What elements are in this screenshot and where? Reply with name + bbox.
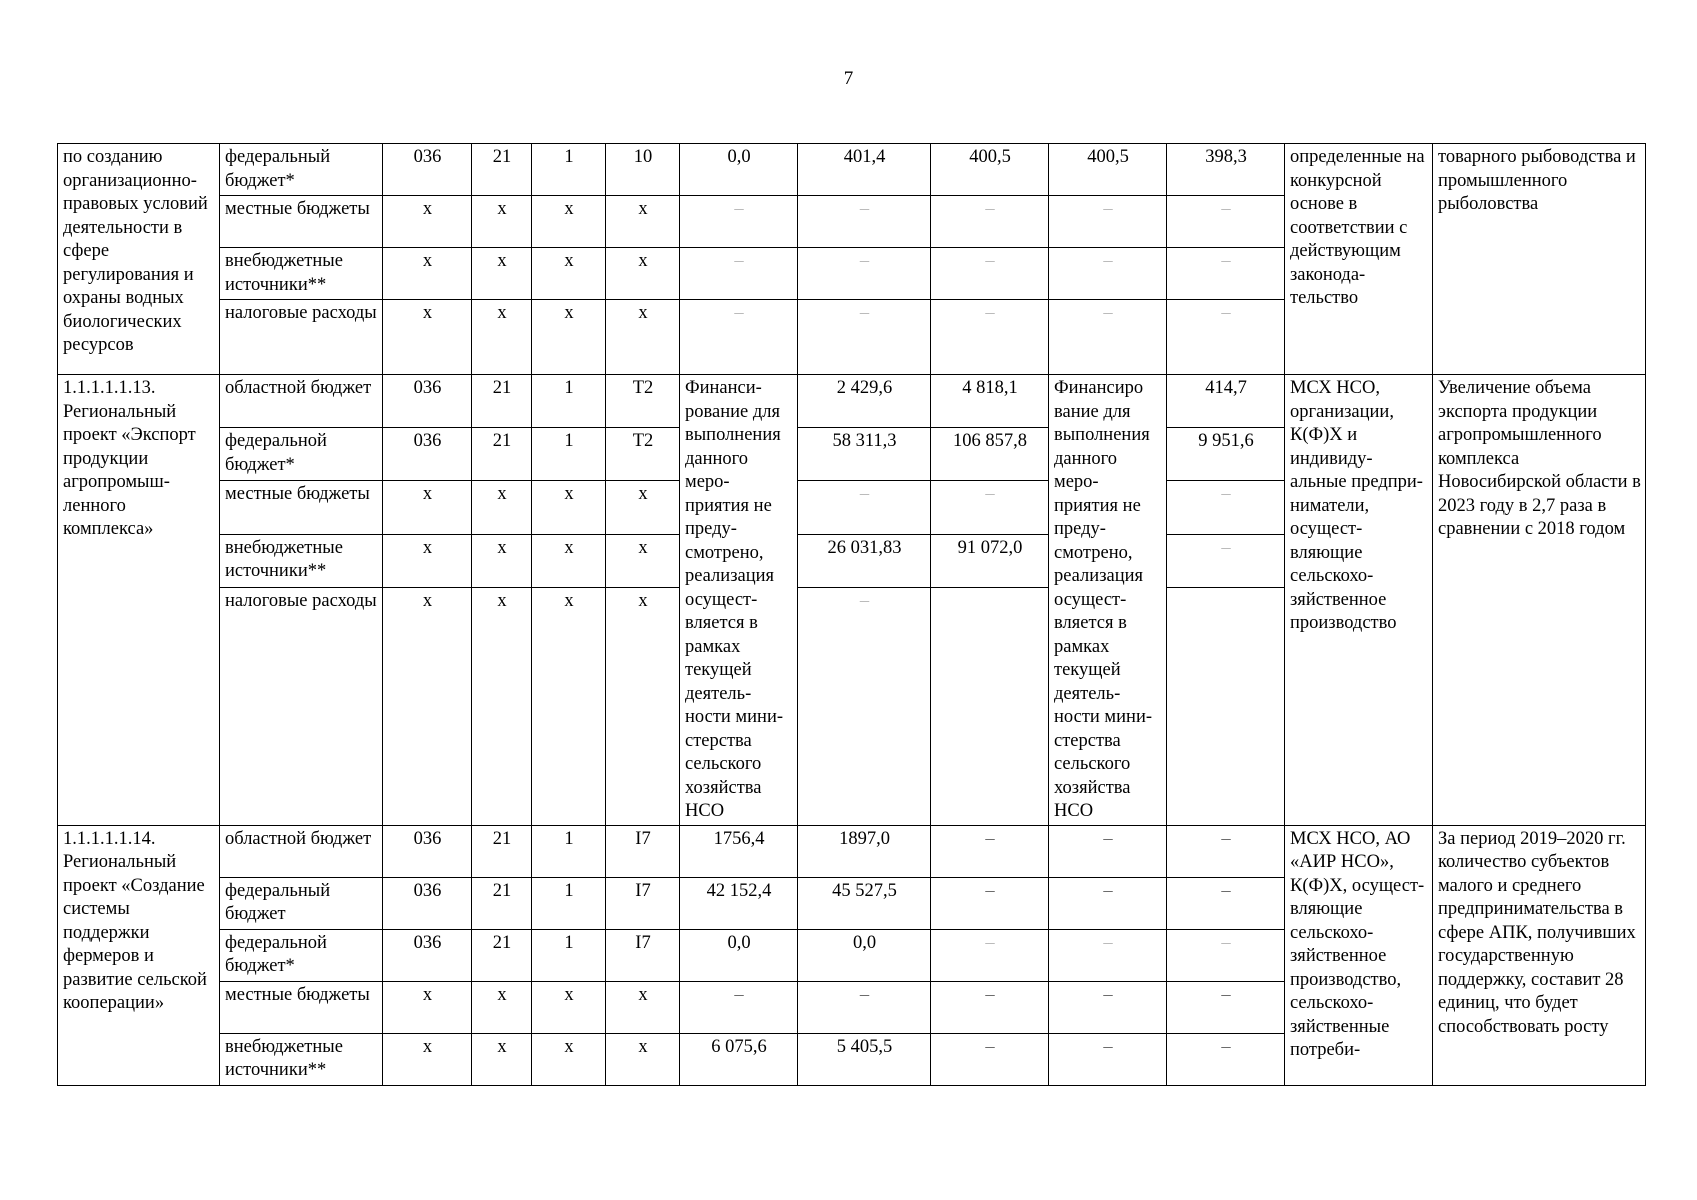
code-cell: T2 bbox=[606, 375, 680, 428]
code-cell: 036 bbox=[383, 144, 472, 196]
program-table bbox=[57, 143, 1646, 1086]
code-cell: x bbox=[383, 196, 472, 248]
code-cell: x bbox=[383, 248, 472, 300]
code-cell: 1 bbox=[532, 375, 606, 428]
code-cell: x bbox=[606, 981, 680, 1033]
funding-source: федеральной бюджет* bbox=[220, 929, 383, 981]
code-cell: x bbox=[472, 534, 532, 587]
code-cell: x bbox=[606, 481, 680, 534]
result-cell: товарного рыбоводства и промышленного рыболовства bbox=[1433, 144, 1646, 375]
amount-cell: – bbox=[1049, 825, 1167, 877]
amount-cell bbox=[931, 587, 1049, 825]
code-cell: x bbox=[606, 196, 680, 248]
amount-cell: – bbox=[798, 248, 931, 300]
amount-cell: – bbox=[798, 196, 931, 248]
code-cell: x bbox=[472, 981, 532, 1033]
code-cell: 10 bbox=[606, 144, 680, 196]
amount-cell: – bbox=[1167, 825, 1285, 877]
amount-cell: 45 527,5 bbox=[798, 877, 931, 929]
code-cell: T2 bbox=[606, 428, 680, 481]
code-cell: x bbox=[383, 534, 472, 587]
amount-cell: – bbox=[680, 300, 798, 375]
code-cell: x bbox=[383, 481, 472, 534]
code-cell: x bbox=[532, 534, 606, 587]
amount-cell: – bbox=[1049, 300, 1167, 375]
funding-source: местные бюджеты bbox=[220, 196, 383, 248]
code-cell: x bbox=[606, 248, 680, 300]
amount-cell: – bbox=[931, 825, 1049, 877]
amount-cell: – bbox=[931, 1033, 1049, 1085]
amount-cell: – bbox=[1167, 929, 1285, 981]
executor-cell: МСХ НСО, организации, К(Ф)Х и индивиду-альные предпри-ниматели, осущест-вляющие сельскохо-зяйственное производство bbox=[1285, 375, 1433, 826]
code-cell: x bbox=[532, 196, 606, 248]
amount-cell: 91 072,0 bbox=[931, 534, 1049, 587]
code-cell: x bbox=[532, 481, 606, 534]
funding-source: внебюджетные источники** bbox=[220, 534, 383, 587]
activity-description: по созданию организационно-правовых условий деятельности в сфере регулирования и охраны водных биологических ресурсов bbox=[58, 144, 220, 375]
amount-cell: 400,5 bbox=[931, 144, 1049, 196]
amount-cell: – bbox=[931, 248, 1049, 300]
amount-cell: 58 311,3 bbox=[798, 428, 931, 481]
amount-cell: – bbox=[1167, 877, 1285, 929]
code-cell: x bbox=[383, 300, 472, 375]
amount-cell: 106 857,8 bbox=[931, 428, 1049, 481]
amount-cell: – bbox=[798, 481, 931, 534]
amount-cell bbox=[1167, 587, 1285, 825]
amount-cell: – bbox=[1049, 877, 1167, 929]
code-cell: x bbox=[606, 587, 680, 825]
code-cell: x bbox=[472, 587, 532, 825]
amount-cell: – bbox=[931, 929, 1049, 981]
amount-cell: – bbox=[1167, 1033, 1285, 1085]
code-cell: 1 bbox=[532, 825, 606, 877]
code-cell: 21 bbox=[472, 428, 532, 481]
code-cell: 21 bbox=[472, 825, 532, 877]
amount-cell: – bbox=[1167, 248, 1285, 300]
amount-cell: 401,4 bbox=[798, 144, 931, 196]
executor-cell: определенные на конкурсной основе в соответствии с действующим законода-тельство bbox=[1285, 144, 1433, 375]
amount-cell: – bbox=[680, 981, 798, 1033]
amount-cell: 400,5 bbox=[1049, 144, 1167, 196]
amount-cell: – bbox=[1167, 534, 1285, 587]
code-cell: 036 bbox=[383, 929, 472, 981]
code-cell: 036 bbox=[383, 825, 472, 877]
code-cell: x bbox=[532, 587, 606, 825]
page-number: 7 bbox=[843, 68, 854, 89]
funding-source: местные бюджеты bbox=[220, 981, 383, 1033]
funding-source: областной бюджет bbox=[220, 375, 383, 428]
code-cell: 21 bbox=[472, 144, 532, 196]
amount-cell: 0,0 bbox=[680, 144, 798, 196]
code-cell: 21 bbox=[472, 877, 532, 929]
code-cell: x bbox=[383, 1033, 472, 1085]
code-cell: 036 bbox=[383, 428, 472, 481]
amount-cell: 26 031,83 bbox=[798, 534, 931, 587]
amount-cell: 1756,4 bbox=[680, 825, 798, 877]
result-cell: Увеличение объема экспорта продукции агропромышленного комплекса Новосибирской области в 2023 году в 2,7 раза в сравнении с 2018 годом bbox=[1433, 375, 1646, 826]
code-cell: 036 bbox=[383, 375, 472, 428]
amount-cell: 398,3 bbox=[1167, 144, 1285, 196]
funding-source: внебюджетные источники** bbox=[220, 1033, 383, 1085]
code-cell: x bbox=[383, 587, 472, 825]
code-cell: 036 bbox=[383, 877, 472, 929]
amount-cell: – bbox=[931, 196, 1049, 248]
amount-cell: – bbox=[931, 300, 1049, 375]
amount-cell: – bbox=[931, 481, 1049, 534]
funding-source: местные бюджеты bbox=[220, 481, 383, 534]
amount-cell: – bbox=[1167, 196, 1285, 248]
code-cell: x bbox=[472, 248, 532, 300]
code-cell: 1 bbox=[532, 877, 606, 929]
amount-cell: – bbox=[1049, 248, 1167, 300]
amount-cell: – bbox=[1049, 196, 1167, 248]
code-cell: x bbox=[532, 1033, 606, 1085]
activity-description: 1.1.1.1.1.14. Региональный проект «Создание системы поддержки фермеров и развитие сельской кооперации» bbox=[58, 825, 220, 1085]
table-row bbox=[58, 825, 1646, 877]
amount-cell: 6 075,6 bbox=[680, 1033, 798, 1085]
funding-source: налоговые расходы bbox=[220, 300, 383, 375]
code-cell: x bbox=[532, 300, 606, 375]
amount-cell: – bbox=[1049, 981, 1167, 1033]
funding-source: налоговые расходы bbox=[220, 587, 383, 825]
amount-cell: 4 818,1 bbox=[931, 375, 1049, 428]
code-cell: x bbox=[472, 300, 532, 375]
amount-cell: – bbox=[680, 248, 798, 300]
code-cell: x bbox=[472, 1033, 532, 1085]
code-cell: I7 bbox=[606, 825, 680, 877]
amount-cell: – bbox=[1167, 981, 1285, 1033]
funding-source: федеральный бюджет* bbox=[220, 144, 383, 196]
amount-cell: 0,0 bbox=[798, 929, 931, 981]
funding-source: федеральный бюджет bbox=[220, 877, 383, 929]
code-cell: I7 bbox=[606, 929, 680, 981]
code-cell: 1 bbox=[532, 144, 606, 196]
amount-cell: – bbox=[931, 877, 1049, 929]
amount-cell: – bbox=[931, 981, 1049, 1033]
funding-source: федеральной бюджет* bbox=[220, 428, 383, 481]
amount-cell: 9 951,6 bbox=[1167, 428, 1285, 481]
code-cell: x bbox=[532, 981, 606, 1033]
amount-cell: – bbox=[798, 587, 931, 825]
table-row bbox=[58, 144, 1646, 196]
amount-cell: – bbox=[798, 981, 931, 1033]
code-cell: x bbox=[383, 981, 472, 1033]
funding-source: внебюджетные источники** bbox=[220, 248, 383, 300]
funding-note: Финанси-рование для выполнения данного меро-приятия не преду-смотрено, реализация осущест-вляется в рамках текущей деятель-ности мини-стерства сельского хозяйства НСО bbox=[680, 375, 798, 826]
amount-cell: 42 152,4 bbox=[680, 877, 798, 929]
code-cell: I7 bbox=[606, 877, 680, 929]
executor-cell: МСХ НСО, АО «АИР НСО», К(Ф)Х, осущест-вляющие сельскохо-зяйственное производство, сельскохо-зяйственные потреби- bbox=[1285, 825, 1433, 1085]
amount-cell: 5 405,5 bbox=[798, 1033, 931, 1085]
activity-description: 1.1.1.1.1.13. Региональный проект «Экспорт продукции агропромыш-ленного комплекса» bbox=[58, 375, 220, 826]
amount-cell: – bbox=[1049, 929, 1167, 981]
amount-cell: 1897,0 bbox=[798, 825, 931, 877]
amount-cell: – bbox=[798, 300, 931, 375]
code-cell: x bbox=[606, 1033, 680, 1085]
table-row bbox=[58, 375, 1646, 428]
code-cell: x bbox=[606, 300, 680, 375]
code-cell: 1 bbox=[532, 929, 606, 981]
code-cell: 21 bbox=[472, 929, 532, 981]
amount-cell: – bbox=[680, 196, 798, 248]
code-cell: x bbox=[606, 534, 680, 587]
amount-cell: – bbox=[1167, 481, 1285, 534]
amount-cell: 2 429,6 bbox=[798, 375, 931, 428]
code-cell: 1 bbox=[532, 428, 606, 481]
amount-cell: – bbox=[1049, 1033, 1167, 1085]
code-cell: x bbox=[472, 196, 532, 248]
amount-cell: 414,7 bbox=[1167, 375, 1285, 428]
code-cell: x bbox=[532, 248, 606, 300]
amount-cell: – bbox=[1167, 300, 1285, 375]
funding-note: Финансиро вание для выполнения данного меро-приятия не преду-смотрено, реализация осущест-вляется в рамках текущей деятель-ности мини-стерства сельского хозяйства НСО bbox=[1049, 375, 1167, 826]
result-cell: За период 2019–2020 гг. количество субъектов малого и среднего предпринимательства в сфере АПК, получивших государственную поддержку, составит 28 единиц, что будет способствовать росту bbox=[1433, 825, 1646, 1085]
funding-source: областной бюджет bbox=[220, 825, 383, 877]
code-cell: x bbox=[472, 481, 532, 534]
amount-cell: 0,0 bbox=[680, 929, 798, 981]
code-cell: 21 bbox=[472, 375, 532, 428]
